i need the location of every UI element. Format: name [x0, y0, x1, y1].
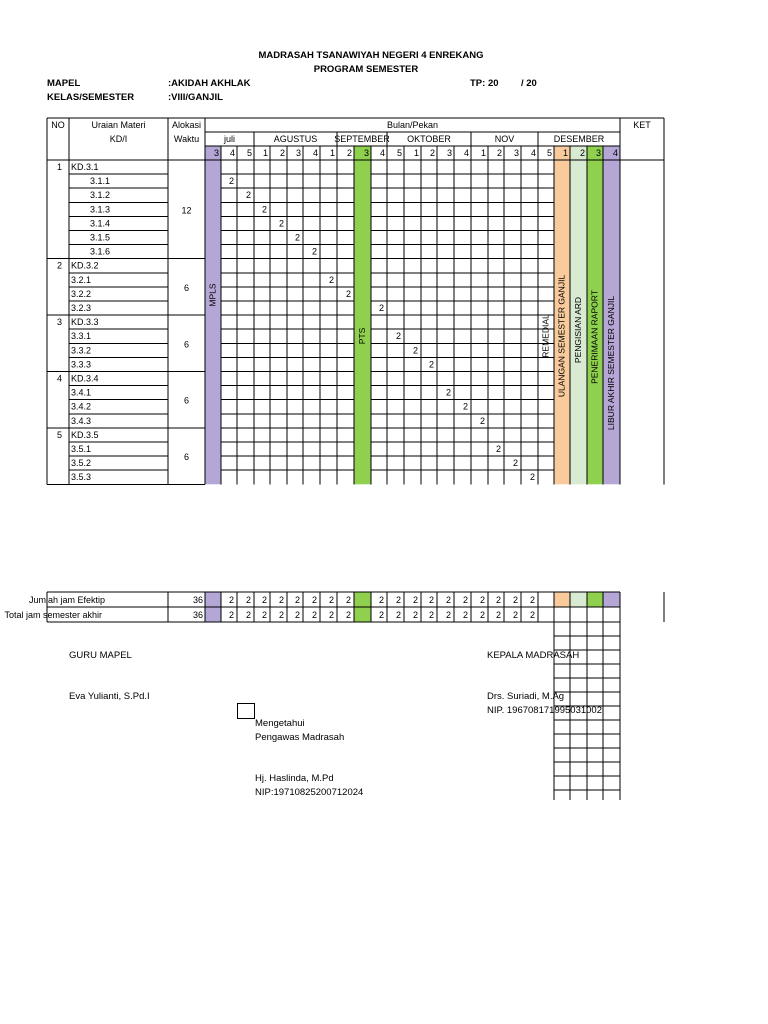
week-jam-value: 2 — [395, 610, 401, 620]
week-jam-value: 2 — [228, 595, 234, 605]
month-label: DESEMBER — [553, 134, 605, 144]
week-jam-value: 2 — [378, 595, 384, 605]
kd-label: 3.3.3 — [71, 359, 92, 370]
kd-label: KD.3.4 — [71, 373, 99, 384]
kd-label: KD.3.3 — [71, 317, 99, 328]
week-jam-value: 2 — [345, 595, 351, 605]
week-number: 3 — [446, 148, 452, 158]
kd-label: 3.5.2 — [71, 458, 92, 469]
week-jam-value: 2 — [261, 610, 267, 620]
week-jam-value: 2 — [345, 610, 351, 620]
kd-label: KD.3.2 — [71, 260, 99, 271]
jam-value: 2 — [495, 444, 501, 454]
kelas-value: :VIII/GANJIL — [168, 92, 223, 103]
week-jam-value: 2 — [512, 610, 518, 620]
remedial-label: REMEDIAL — [540, 314, 551, 358]
month-label: SEPTEMBER — [334, 134, 390, 144]
row-number: 5 — [57, 429, 63, 440]
week-number: 3 — [363, 148, 369, 158]
alokasi-value: 6 — [183, 452, 190, 463]
week-jam-value: 2 — [395, 595, 401, 605]
kd-label: KD.3.1 — [71, 162, 99, 172]
week-jam-value: 2 — [311, 595, 317, 605]
week-jam-value: 2 — [462, 595, 468, 605]
jam-value: 2 — [529, 472, 535, 483]
week-number: 3 — [295, 148, 301, 158]
tp-label: TP: 20 — [470, 78, 499, 89]
mapel-value: :AKIDAH AKHLAK — [168, 78, 251, 89]
month-label: OKTOBER — [407, 134, 451, 144]
alokasi-value: 6 — [183, 339, 190, 350]
jumlah-jam-label: Jumlah jam Efektip — [28, 595, 105, 605]
week-jam-value: 2 — [462, 610, 468, 620]
alokasi-value: 6 — [183, 282, 190, 293]
kd-label: 3.1.5 — [90, 232, 111, 243]
week-number: 2 — [579, 148, 585, 158]
week-number: 1 — [262, 148, 268, 158]
week-number: 1 — [329, 148, 335, 158]
libur-label: LIBUR AKHIR SEMESTER GANJIL — [605, 295, 616, 431]
checkbox-square — [237, 703, 255, 719]
week-number: 4 — [463, 148, 469, 158]
ket-header: KET — [633, 120, 651, 130]
week-jam-value: 2 — [278, 610, 284, 620]
jumlah-jam-total: 36 — [192, 595, 203, 605]
total-jam-label: Total jam semester akhir — [4, 610, 102, 620]
week-number: 3 — [213, 148, 219, 158]
no-header: NO — [51, 120, 65, 130]
week-jam-value: 2 — [479, 595, 485, 605]
libur-summary-cell — [603, 592, 620, 607]
kd-label: KD.3.5 — [71, 429, 99, 440]
week-jam-value: 2 — [294, 595, 300, 605]
week-jam-value: 2 — [529, 610, 535, 620]
bulan-pekan-header: Bulan/Pekan — [386, 120, 439, 130]
kd-label: 3.1.4 — [90, 218, 111, 229]
jam-value: 2 — [328, 274, 334, 285]
alokasi-value: 6 — [183, 395, 190, 406]
week-jam-value: 2 — [378, 610, 384, 620]
pengawas-nip: NIP:19710825200712024 — [255, 787, 364, 798]
mapel-label: MAPEL — [47, 78, 81, 89]
week-number: 5 — [546, 148, 552, 158]
kd-label: 3.2.1 — [71, 274, 92, 285]
kepala-madrasah-name: Drs. Suriadi, M.Ag — [487, 691, 565, 702]
alokasi-header: Alokasi — [171, 120, 202, 130]
pengisian-label: PENGISIAN ARD — [572, 296, 583, 364]
row-number: 3 — [57, 317, 63, 328]
week-number: 1 — [562, 148, 568, 158]
guru-mapel-title: GURU MAPEL — [69, 650, 132, 661]
pengisian-summary-cell — [570, 592, 587, 607]
week-jam-value: 2 — [245, 595, 251, 605]
week-jam-value: 2 — [328, 595, 334, 605]
week-jam-value: 2 — [328, 610, 334, 620]
week-number: 5 — [246, 148, 252, 158]
month-label: AGUSTUS — [273, 134, 318, 144]
kd-label: 3.4.1 — [71, 387, 92, 398]
week-number: 2 — [279, 148, 285, 158]
row-number: 1 — [57, 162, 63, 172]
kd-label: 3.4.2 — [71, 401, 92, 412]
jam-value: 2 — [512, 458, 518, 469]
jam-value: 2 — [395, 331, 401, 342]
jam-value: 2 — [462, 401, 468, 412]
ulangan-summary-cell — [554, 592, 570, 607]
jam-value: 2 — [294, 232, 300, 243]
row-number: 2 — [57, 260, 63, 271]
week-jam-value: 2 — [495, 610, 501, 620]
week-number: 2 — [346, 148, 352, 158]
week-number: 1 — [480, 148, 486, 158]
week-jam-value: 2 — [245, 610, 251, 620]
week-number: 2 — [496, 148, 502, 158]
week-jam-value: 2 — [311, 610, 317, 620]
week-number: 4 — [312, 148, 318, 158]
week-number: 4 — [229, 148, 235, 158]
pts-label: PTS — [356, 327, 367, 345]
mpls-label: MPLS — [207, 283, 218, 307]
week-number: 5 — [396, 148, 402, 158]
week-jam-value: 2 — [445, 595, 451, 605]
week-jam-value: 2 — [495, 595, 501, 605]
guru-mapel-name: Eva Yulianti, S.Pd.I — [69, 691, 150, 702]
month-label: juli — [223, 134, 236, 144]
pengawas-title: Pengawas Madrasah — [255, 732, 345, 743]
week-number: 4 — [612, 148, 618, 158]
week-jam-value: 2 — [479, 610, 485, 620]
week-number: 4 — [379, 148, 385, 158]
penerimaan-summary-cell — [587, 592, 603, 607]
jam-value: 2 — [245, 190, 251, 201]
total-jam-total: 36 — [192, 610, 203, 620]
week-jam-value: 2 — [261, 595, 267, 605]
week-number: 3 — [595, 148, 601, 158]
week-jam-value: 2 — [529, 595, 535, 605]
row-number: 4 — [57, 373, 63, 384]
pengawas-name: Hj. Haslinda, M.Pd — [255, 773, 334, 784]
jam-value: 2 — [378, 303, 384, 313]
week-jam-value: 2 — [228, 610, 234, 620]
kelas-label: KELAS/SEMESTER — [47, 92, 135, 103]
program-title: PROGRAM SEMESTER — [313, 64, 419, 75]
jam-value: 2 — [261, 204, 267, 215]
week-jam-value: 2 — [512, 595, 518, 605]
jam-value: 2 — [278, 218, 284, 229]
kd-label: 3.2.2 — [71, 288, 92, 299]
kd-label: 3.2.3 — [71, 303, 92, 313]
pts-band — [354, 146, 371, 484]
ulangan-label: ULANGAN SEMESTER GANJIL — [556, 274, 567, 398]
uraian-header: Uraian Materi — [91, 120, 146, 130]
week-jam-value: 2 — [278, 595, 284, 605]
kd-label: 3.1.3 — [90, 204, 111, 215]
penerimaan-label: PENERIMAAN RAPORT — [589, 290, 600, 384]
week-jam-value: 2 — [412, 610, 418, 620]
jam-value: 2 — [311, 246, 317, 257]
kepala-madrasah-nip: NIP. 196708171995031002 — [487, 705, 602, 716]
jam-value: 2 — [412, 345, 418, 356]
week-jam-value: 2 — [412, 595, 418, 605]
kd-label: 3.1.2 — [90, 190, 111, 201]
week-jam-value: 2 — [445, 610, 451, 620]
school-title: MADRASAH TSANAWIYAH NEGERI 4 ENREKANG — [258, 50, 484, 61]
kd-label: 3.5.1 — [71, 444, 92, 454]
alokasi-value: 12 — [181, 205, 192, 216]
week-jam-value: 2 — [294, 610, 300, 620]
month-label: NOV — [494, 134, 515, 144]
week-number: 4 — [530, 148, 536, 158]
kd-header: KD/I — [109, 134, 128, 144]
kd-label: 3.5.3 — [71, 472, 92, 483]
kepala-madrasah-title: KEPALA MADRASAH — [487, 650, 580, 661]
kd-label: 3.3.1 — [71, 331, 92, 342]
week-jam-value: 2 — [428, 595, 434, 605]
jam-value: 2 — [228, 176, 234, 187]
waktu-header: Waktu — [173, 134, 200, 144]
week-number: 3 — [513, 148, 519, 158]
jam-value: 2 — [428, 359, 434, 370]
kd-label: 3.1.6 — [90, 246, 111, 257]
week-number: 1 — [413, 148, 419, 158]
jam-value: 2 — [479, 415, 485, 426]
week-jam-value: 2 — [428, 610, 434, 620]
mpls-band — [205, 146, 221, 484]
kd-label: 3.3.2 — [71, 345, 92, 356]
kd-label: 3.4.3 — [71, 415, 92, 426]
mengetahui-label: Mengetahui — [255, 718, 305, 729]
week-number: 2 — [429, 148, 435, 158]
kd-label: 3.1.1 — [90, 176, 111, 187]
jam-value: 2 — [345, 288, 351, 299]
jam-value: 2 — [445, 387, 451, 398]
tp-separator: / 20 — [521, 78, 537, 89]
